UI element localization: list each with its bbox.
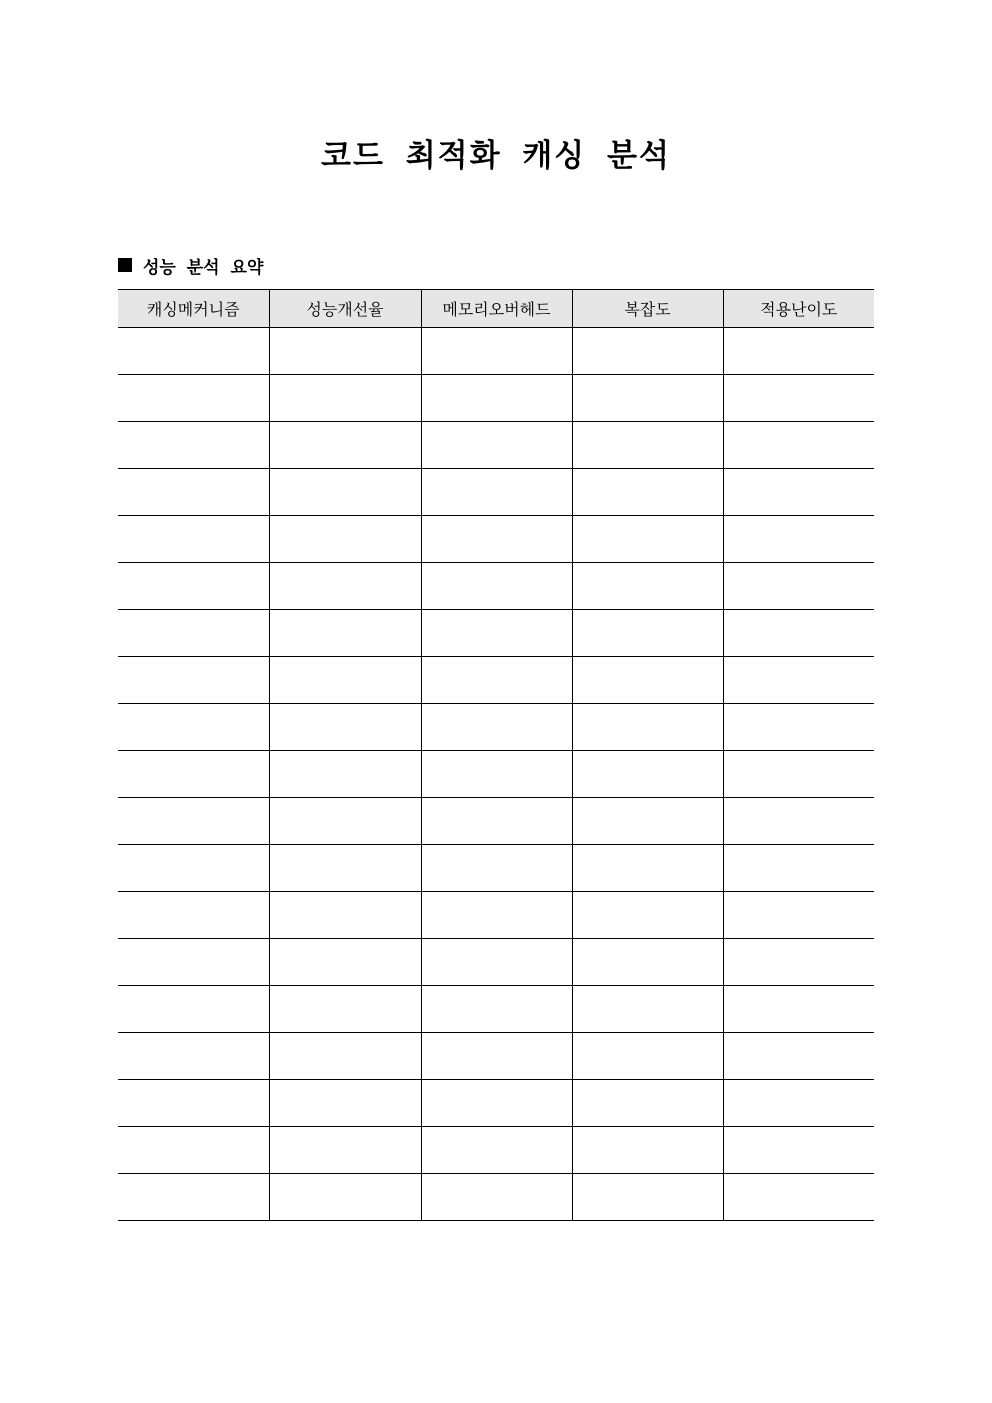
table-row bbox=[118, 328, 874, 375]
table-cell[interactable] bbox=[421, 798, 572, 845]
table-cell[interactable] bbox=[421, 422, 572, 469]
table-cell[interactable] bbox=[723, 704, 874, 751]
table-cell[interactable] bbox=[572, 1033, 723, 1080]
table-cell[interactable] bbox=[421, 563, 572, 610]
table-cell[interactable] bbox=[118, 375, 269, 422]
table-cell[interactable] bbox=[572, 986, 723, 1033]
table-cell[interactable] bbox=[118, 657, 269, 704]
table-cell[interactable] bbox=[118, 892, 269, 939]
table-cell[interactable] bbox=[118, 1080, 269, 1127]
table-cell[interactable] bbox=[269, 986, 421, 1033]
table-cell[interactable] bbox=[118, 328, 269, 375]
table-cell[interactable] bbox=[723, 469, 874, 516]
table-cell[interactable] bbox=[269, 563, 421, 610]
table-cell[interactable] bbox=[421, 892, 572, 939]
table-row bbox=[118, 657, 874, 704]
table-cell[interactable] bbox=[723, 1127, 874, 1174]
table-cell[interactable] bbox=[723, 610, 874, 657]
table-cell[interactable] bbox=[723, 563, 874, 610]
table-cell[interactable] bbox=[572, 845, 723, 892]
table-cell[interactable] bbox=[269, 798, 421, 845]
square-bullet-icon bbox=[118, 258, 132, 272]
table-cell[interactable] bbox=[118, 516, 269, 563]
table-cell[interactable] bbox=[118, 1033, 269, 1080]
table-cell[interactable] bbox=[269, 469, 421, 516]
table-cell[interactable] bbox=[723, 892, 874, 939]
table-cell[interactable] bbox=[572, 657, 723, 704]
table-cell[interactable] bbox=[118, 610, 269, 657]
table-row bbox=[118, 939, 874, 986]
header-complexity: 복잡도 bbox=[572, 290, 723, 328]
table-cell[interactable] bbox=[118, 1127, 269, 1174]
table-row bbox=[118, 1174, 874, 1221]
table-cell[interactable] bbox=[118, 986, 269, 1033]
section-heading-label: 성능 분석 요약 bbox=[143, 257, 264, 278]
table-cell[interactable] bbox=[572, 939, 723, 986]
table-cell[interactable] bbox=[421, 469, 572, 516]
table-row bbox=[118, 1127, 874, 1174]
table-cell[interactable] bbox=[118, 422, 269, 469]
table-cell[interactable] bbox=[118, 845, 269, 892]
table-cell[interactable] bbox=[269, 1127, 421, 1174]
table-cell[interactable] bbox=[269, 422, 421, 469]
table-row bbox=[118, 704, 874, 751]
table-cell[interactable] bbox=[421, 1080, 572, 1127]
table-cell[interactable] bbox=[421, 845, 572, 892]
table-cell[interactable] bbox=[269, 751, 421, 798]
table-cell[interactable] bbox=[269, 516, 421, 563]
table-cell[interactable] bbox=[572, 704, 723, 751]
table-row bbox=[118, 845, 874, 892]
table-cell[interactable] bbox=[421, 657, 572, 704]
table-cell[interactable] bbox=[269, 610, 421, 657]
table-row bbox=[118, 375, 874, 422]
table-header-row bbox=[118, 290, 874, 328]
table-cell[interactable] bbox=[118, 798, 269, 845]
table-cell[interactable] bbox=[421, 1174, 572, 1221]
table-cell[interactable] bbox=[269, 657, 421, 704]
table-cell[interactable] bbox=[572, 1080, 723, 1127]
table-cell[interactable] bbox=[723, 422, 874, 469]
table-cell[interactable] bbox=[723, 751, 874, 798]
header-memory-overhead: 메모리오버헤드 bbox=[421, 290, 572, 328]
table-cell[interactable] bbox=[421, 751, 572, 798]
table-cell[interactable] bbox=[269, 375, 421, 422]
table-cell[interactable] bbox=[421, 610, 572, 657]
table-row bbox=[118, 469, 874, 516]
table-cell[interactable] bbox=[421, 1033, 572, 1080]
table-row bbox=[118, 986, 874, 1033]
table-row bbox=[118, 1033, 874, 1080]
table-cell[interactable] bbox=[269, 892, 421, 939]
table-cell[interactable] bbox=[269, 845, 421, 892]
table-row bbox=[118, 610, 874, 657]
table-cell[interactable] bbox=[723, 1080, 874, 1127]
table-cell[interactable] bbox=[118, 1174, 269, 1221]
table-cell[interactable] bbox=[572, 563, 723, 610]
section-heading bbox=[118, 252, 263, 278]
table-cell[interactable] bbox=[269, 328, 421, 375]
table-cell[interactable] bbox=[723, 657, 874, 704]
table-row bbox=[118, 516, 874, 563]
table-cell[interactable] bbox=[572, 610, 723, 657]
table-cell[interactable] bbox=[421, 328, 572, 375]
table-row bbox=[118, 798, 874, 845]
table-cell[interactable] bbox=[723, 845, 874, 892]
table-cell[interactable] bbox=[421, 375, 572, 422]
table-cell[interactable] bbox=[723, 986, 874, 1033]
table-cell[interactable] bbox=[723, 1033, 874, 1080]
table-cell[interactable] bbox=[118, 704, 269, 751]
table-cell[interactable] bbox=[723, 516, 874, 563]
table-row bbox=[118, 422, 874, 469]
table-cell[interactable] bbox=[572, 798, 723, 845]
table-cell[interactable] bbox=[572, 328, 723, 375]
table-cell[interactable] bbox=[572, 1127, 723, 1174]
table-row bbox=[118, 751, 874, 798]
table-cell[interactable] bbox=[421, 986, 572, 1033]
table-cell[interactable] bbox=[269, 939, 421, 986]
table-cell[interactable] bbox=[723, 1174, 874, 1221]
table-row bbox=[118, 1080, 874, 1127]
table-cell[interactable] bbox=[269, 704, 421, 751]
header-caching-mechanism: 캐싱메커니즘 bbox=[118, 290, 269, 328]
table-cell[interactable] bbox=[421, 939, 572, 986]
table-cell[interactable] bbox=[572, 1174, 723, 1221]
table-cell[interactable] bbox=[269, 1174, 421, 1221]
table-body bbox=[118, 328, 874, 1221]
page-title: 코드 최적화 캐싱 분석 bbox=[321, 138, 671, 174]
table-cell[interactable] bbox=[723, 798, 874, 845]
table-cell[interactable] bbox=[723, 939, 874, 986]
table-cell[interactable] bbox=[421, 516, 572, 563]
table-cell[interactable] bbox=[572, 375, 723, 422]
table-cell[interactable] bbox=[269, 1033, 421, 1080]
table-cell[interactable] bbox=[421, 704, 572, 751]
header-difficulty: 적용난이도 bbox=[723, 290, 874, 328]
table-cell[interactable] bbox=[118, 939, 269, 986]
table-cell[interactable] bbox=[572, 892, 723, 939]
table-cell[interactable] bbox=[572, 516, 723, 563]
header-performance-improvement: 성능개선율 bbox=[269, 290, 421, 328]
table-cell[interactable] bbox=[421, 1127, 572, 1174]
table-cell[interactable] bbox=[723, 375, 874, 422]
table-row bbox=[118, 892, 874, 939]
table-cell[interactable] bbox=[118, 751, 269, 798]
table-cell[interactable] bbox=[572, 751, 723, 798]
table-cell[interactable] bbox=[118, 469, 269, 516]
table-cell[interactable] bbox=[572, 469, 723, 516]
table-row bbox=[118, 563, 874, 610]
performance-summary-table bbox=[118, 289, 874, 1221]
table-cell[interactable] bbox=[118, 563, 269, 610]
table-cell[interactable] bbox=[269, 1080, 421, 1127]
table-cell[interactable] bbox=[572, 422, 723, 469]
table-cell[interactable] bbox=[723, 328, 874, 375]
